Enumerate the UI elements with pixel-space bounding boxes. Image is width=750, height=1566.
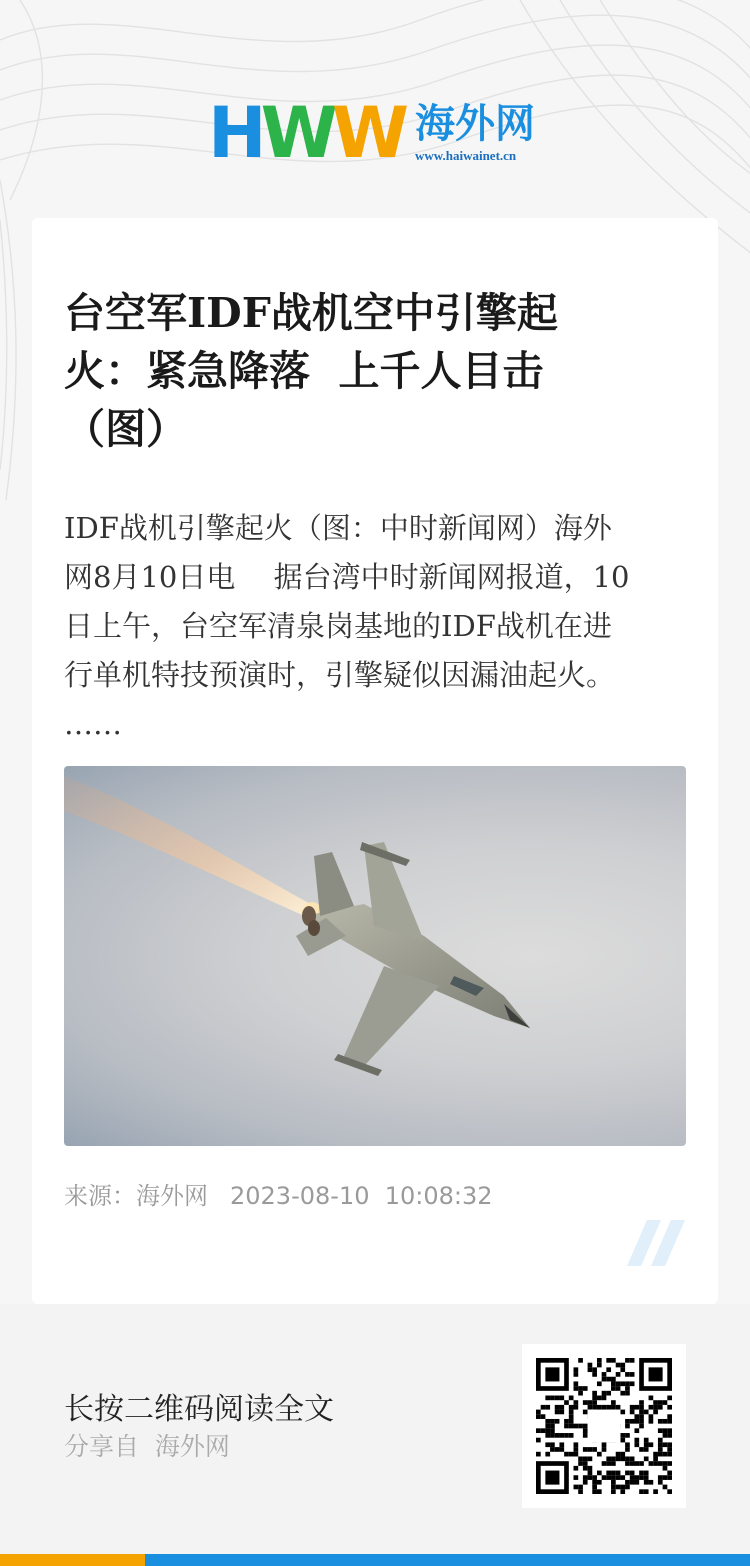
read-full-cta: 长按二维码阅读全文 [64, 1392, 334, 1427]
share-source: 分享自 海外网 [64, 1432, 230, 1461]
article-title [64, 284, 684, 458]
logo-letter-h: H [208, 92, 261, 174]
publish-datetime: 2023-08-10 10:08:32 [230, 1182, 493, 1210]
title-line: 火：紧急降落 上千人目击 [64, 347, 544, 395]
summary-line: 日上午，台空军清泉岗基地的IDF战机在进 [64, 609, 612, 643]
logo-name: 海外网 [415, 101, 536, 147]
summary-line: IDF战机引擎起火（图：中时新闻网）海外 [64, 511, 612, 545]
logo-letter-w1: W [260, 92, 332, 174]
title-line: 台空军IDF战机空中引擎起 [64, 289, 558, 337]
double-slash-icon [627, 1220, 687, 1268]
article-card [32, 218, 718, 1304]
summary-line: 行单机特技预演时，引擎疑似因漏油起火。 [64, 658, 616, 692]
bottom-bar-orange [0, 1554, 145, 1566]
article-meta [64, 1180, 493, 1212]
site-logo[interactable] [208, 92, 548, 174]
title-line: （图） [64, 405, 187, 453]
article-summary [64, 504, 692, 749]
bottom-bar-blue [145, 1554, 750, 1566]
logo-hww-mark [208, 92, 404, 174]
share-footer [0, 1304, 750, 1566]
fighter-jet-illustration [64, 766, 686, 1146]
fighter-jet-photo[interactable] [64, 766, 686, 1146]
qr-code-icon [536, 1358, 672, 1494]
summary-ellipsis: …… [64, 707, 122, 741]
logo-url: www.haiwainet.cn [415, 148, 517, 163]
brand-bottom-bar [0, 1554, 750, 1566]
qr-code-card[interactable] [522, 1344, 686, 1508]
summary-line: 网8月10日电 据台湾中时新闻网报道，10 [64, 560, 630, 594]
logo-letter-w2: W [331, 92, 404, 174]
source-label: 来源：海外网 [64, 1182, 208, 1210]
